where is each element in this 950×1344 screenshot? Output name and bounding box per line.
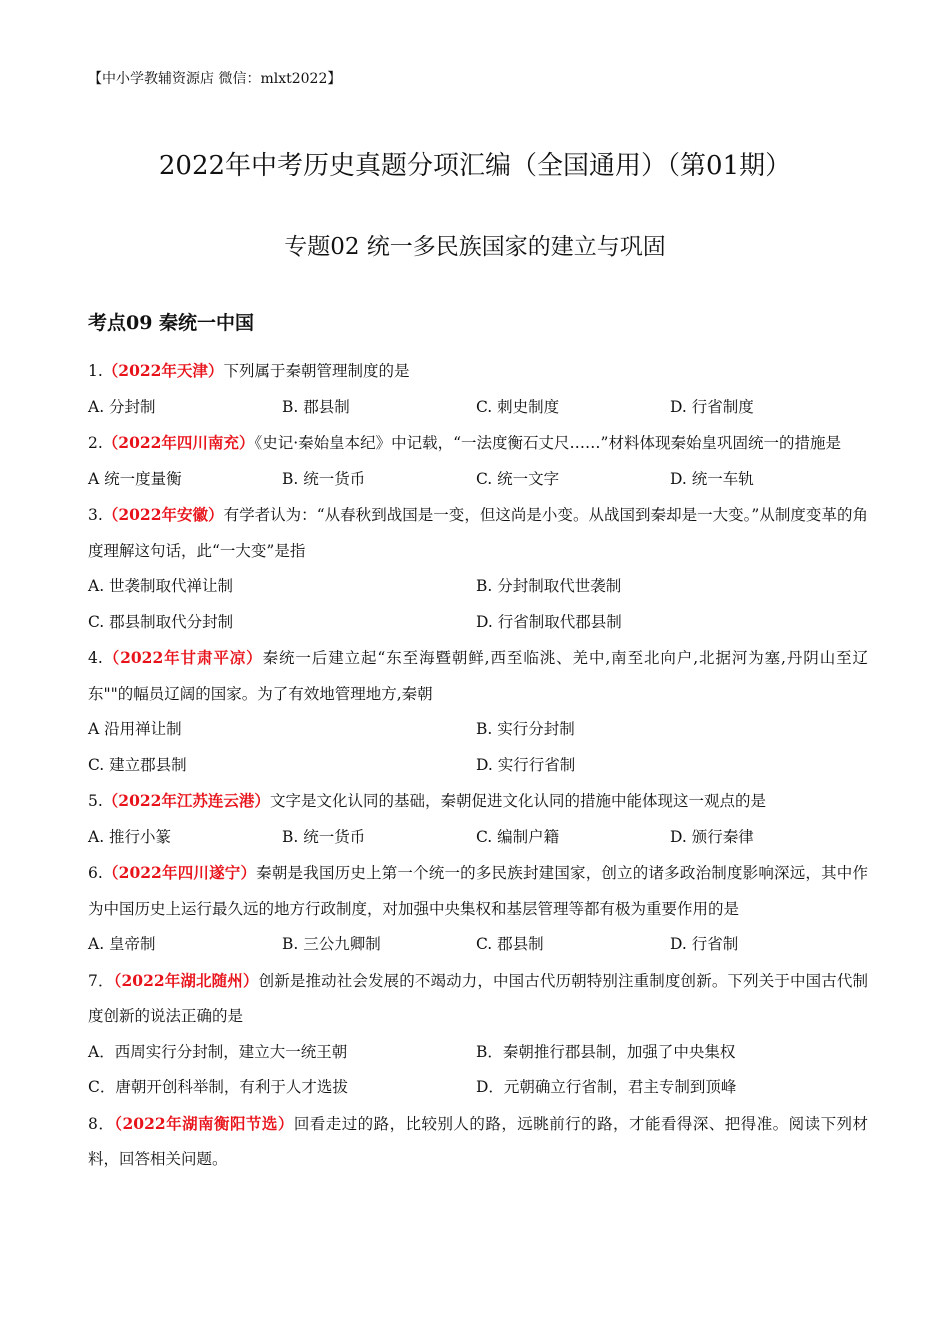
option-d: D. 行省制取代郡县制: [476, 612, 622, 631]
question-number: 4.: [88, 649, 103, 667]
option-list: [88, 390, 868, 426]
question-text: 《史记·秦始皇本纪》中记载，“一法度衡石丈尺……”材料体现秦始皇巩固统一的措施是: [254, 434, 841, 452]
question-number: 3.: [88, 506, 103, 524]
option-b: B. 郡县制: [282, 397, 350, 416]
option-b: B. 三公九卿制: [282, 935, 381, 953]
question-text: 创新是推动社会发展的不竭动力，中国古代历朝特别注重制度创新。下列关于中国古代制度创新的说法正确的是: [88, 971, 868, 1025]
option-a: A. 推行小篆: [88, 827, 172, 846]
question-source: （2022年甘肃平凉）: [102, 648, 263, 667]
question-text: 下列属于秦朝管理制度的是: [223, 362, 410, 380]
option-c: C. 刺史制度: [476, 397, 560, 416]
option-b: B．秦朝推行郡县制，加强了中央集权: [476, 1042, 736, 1061]
option-b: B. 分封制取代世袭制: [476, 577, 622, 595]
option-c: C. 统一文字: [476, 469, 560, 488]
option-a: A 沿用禅让制: [88, 720, 182, 738]
option-d: D．元朝确立行省制，君主专制到顶峰: [476, 1078, 737, 1096]
question-stem: [88, 855, 868, 927]
option-a: A. 皇帝制: [88, 935, 156, 953]
option-d: D. 行省制度: [670, 397, 754, 416]
question-4: [88, 640, 868, 783]
section-heading: 考点09 秦统一中国: [88, 312, 255, 334]
question-source: （2022年四川遂宁）: [102, 863, 257, 882]
question-stem: [88, 963, 868, 1035]
option-list: [88, 462, 868, 498]
question-2: [88, 425, 868, 497]
question-list: [88, 353, 868, 1178]
option-c: C. 郡县制取代分封制: [88, 612, 234, 631]
question-text: 回看走过的路，比较别人的路，远眺前行的路，才能看得深、把得准。阅读下列材料，回答相关问题。: [88, 1114, 868, 1168]
question-stem: [88, 640, 868, 712]
question-number: 6.: [88, 864, 103, 882]
question-stem: [88, 1106, 868, 1178]
question-source: （2022年安徽）: [102, 505, 224, 524]
option-d: D. 统一车轨: [670, 469, 754, 488]
question-source: （2022年天津）: [102, 361, 224, 380]
question-stem: [88, 497, 868, 569]
option-b: B. 统一货币: [282, 827, 366, 846]
question-number: 5.: [88, 792, 103, 810]
option-a: A. 世袭制取代禅让制: [88, 577, 234, 595]
option-list: [88, 1035, 868, 1106]
page-header: 【中小学教辅资源店 微信：mlxt2022】: [88, 71, 342, 87]
option-b: B. 统一货币: [282, 469, 366, 488]
option-a: A. 分封制: [88, 397, 156, 416]
question-source: （2022年江苏连云港）: [102, 791, 270, 810]
question-text: 文字是文化认同的基础，秦朝促进文化认同的措施中能体现这一观点的是: [269, 792, 766, 810]
question-source: （2022年四川南充）: [102, 433, 255, 452]
question-text: 有学者认为：“从春秋到战国是一变，但这尚是小变。从战国到秦却是一大变。”从制度变革的角度理解这句话，此“一大变”是指: [88, 506, 868, 560]
option-c: C. 编制户籍: [476, 827, 560, 846]
option-list: [88, 820, 868, 856]
question-source: （2022年湖北随州）: [113, 970, 259, 990]
question-1: [88, 353, 868, 425]
option-c: C．唐朝开创科举制，有利于人才选拔: [88, 1078, 348, 1096]
option-d: D. 行省制: [670, 935, 739, 953]
question-6: [88, 855, 868, 963]
document-subtitle: 专题02 统一多民族国家的建立与巩固: [284, 234, 666, 260]
question-text: 秦统一后建立起“东至海暨朝鲜,西至临洮、羌中,南至北向户,北据河为塞,丹阴山至辽东""的幅员辽阔的国家。为了有效地管理地方,秦朝: [88, 649, 869, 703]
option-list: [88, 927, 868, 963]
option-b: B. 实行分封制: [476, 720, 575, 738]
question-3: [88, 497, 868, 640]
question-text: 秦朝是我国历史上第一个统一的多民族封建国家，创立的诸多政治制度影响深远，其中作为中国历史上运行最久远的地方行政制度，对加强中央集权和基层管理等都有极为重要作用的是: [88, 864, 868, 918]
option-list: [88, 569, 868, 640]
question-number: 2.: [88, 434, 103, 452]
question-stem: [88, 783, 868, 820]
question-number: 7．: [88, 971, 114, 990]
question-5: [88, 783, 868, 855]
option-list: [88, 712, 868, 783]
option-c: C. 郡县制: [476, 935, 544, 953]
option-a: A 统一度量衡: [88, 469, 182, 488]
option-c: C. 建立郡县制: [88, 755, 187, 774]
question-8: [88, 1106, 868, 1178]
question-stem: [88, 353, 868, 390]
question-number: 1.: [88, 362, 103, 380]
option-d: D. 实行行省制: [476, 755, 576, 774]
question-number: 8．: [88, 1114, 115, 1133]
question-7: [88, 963, 868, 1106]
document-title: 2022年中考历史真题分项汇编（全国通用）（第01期）: [158, 151, 792, 181]
question-stem: [88, 425, 868, 462]
option-a: A．西周实行分封制，建立大一统王朝: [88, 1042, 348, 1061]
question-source: （2022年湖南衡阳节选）: [114, 1113, 294, 1133]
option-d: D. 颁行秦律: [670, 827, 754, 846]
